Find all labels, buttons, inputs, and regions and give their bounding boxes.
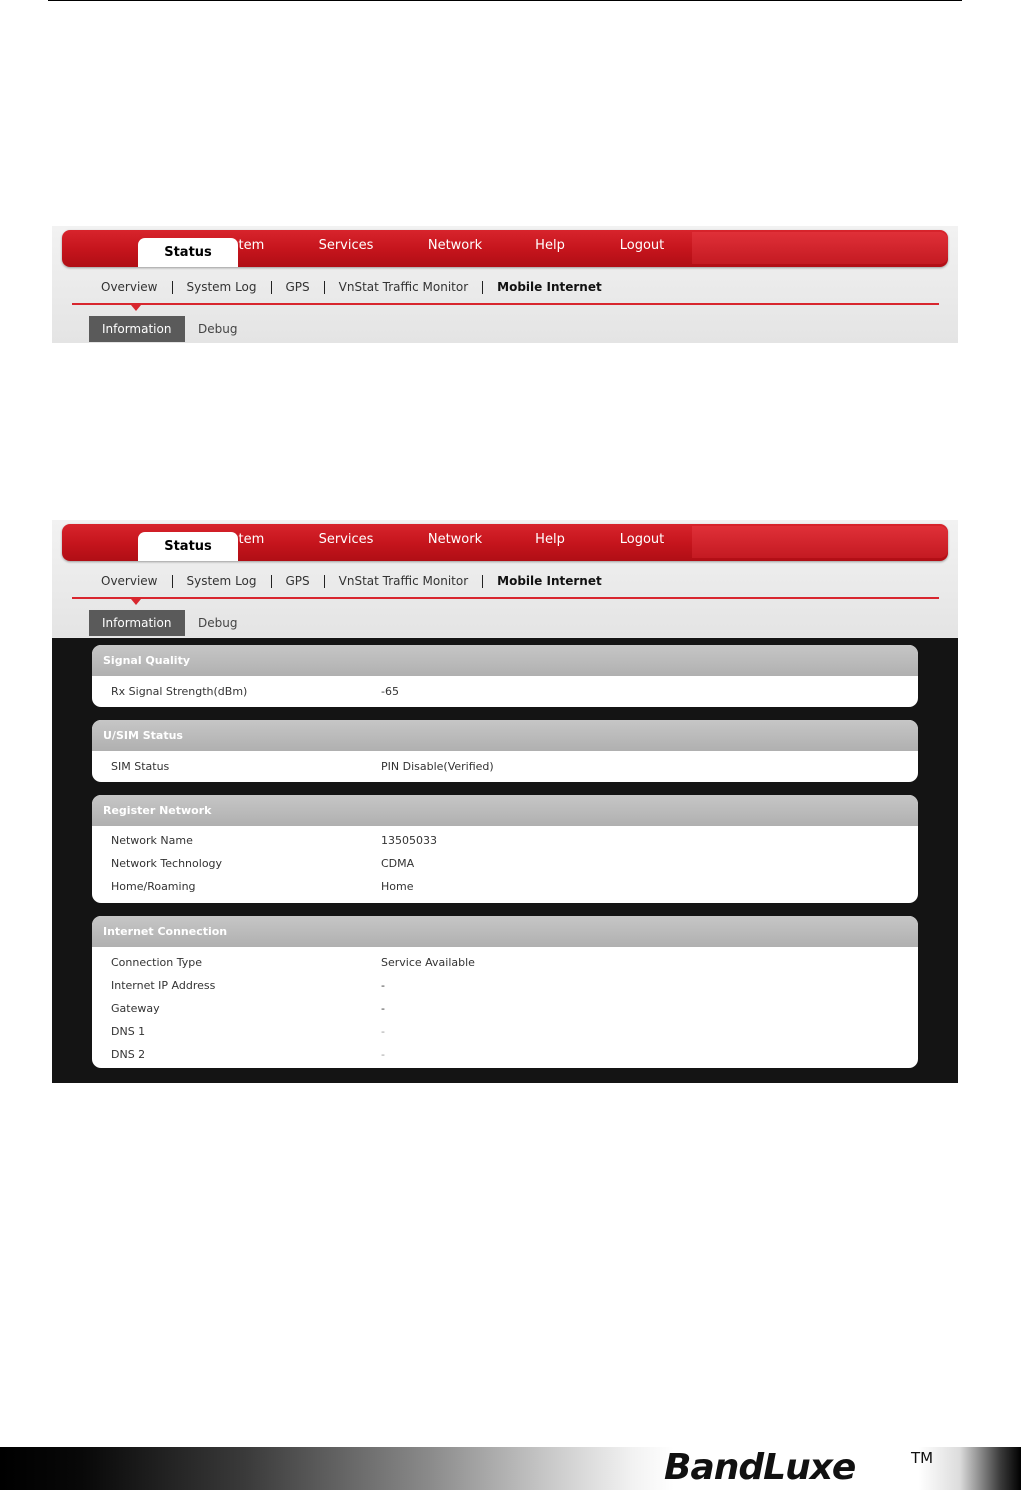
info-row (92, 852, 918, 875)
panel-signal-quality (92, 645, 918, 707)
main-tab-services[interactable]: Services (318, 238, 374, 253)
panel-register-network (92, 795, 918, 903)
info-value: CDMA (381, 857, 415, 870)
sub-tab-mobile-internet[interactable]: Mobile Internet (497, 574, 602, 588)
info-label: Network Technology (111, 857, 223, 870)
info-label: Connection Type (111, 956, 203, 969)
info-label: Home/Roaming (111, 880, 196, 893)
active-pointer-icon (131, 599, 141, 605)
info-row (92, 997, 918, 1020)
sub-tab-vnstat[interactable]: VnStat Traffic Monitor (338, 574, 469, 588)
info-label: SIM Status (111, 760, 170, 773)
sub-tab-system-log[interactable]: System Log (186, 574, 257, 588)
information-content (52, 638, 958, 1083)
sub-tab-overview[interactable]: Overview (101, 574, 158, 588)
screenshot-nav-only (52, 226, 958, 343)
info-row (92, 951, 918, 974)
sub-nav (88, 279, 616, 295)
info-label: DNS 2 (111, 1048, 146, 1061)
info-value: PIN Disable(Verified) (381, 760, 494, 773)
screenshot-information (52, 520, 958, 1083)
footer-gradient-bar (0, 1447, 1021, 1490)
main-tab-help[interactable]: Help (535, 532, 565, 547)
active-pointer-icon (131, 305, 141, 311)
main-tab-services[interactable]: Services (318, 532, 374, 547)
router-header (52, 520, 958, 637)
sub-tab-overview[interactable]: Overview (101, 280, 158, 294)
info-row (92, 1020, 918, 1043)
third-tab-debug[interactable]: Debug (198, 616, 238, 630)
info-row (92, 974, 918, 997)
sub-nav-underline (72, 597, 939, 599)
info-row (92, 829, 918, 852)
panel-internet-connection (92, 916, 918, 1068)
info-label: Gateway (111, 1002, 160, 1015)
page-top-rule (48, 0, 962, 1)
info-value: - (381, 1002, 385, 1015)
info-label: Network Name (111, 834, 193, 847)
panel-title: U/SIM Status (92, 720, 918, 751)
info-label: DNS 1 (111, 1025, 146, 1038)
sub-tab-system-log[interactable]: System Log (186, 280, 257, 294)
info-value: Home (381, 880, 414, 893)
info-value: - (381, 1025, 385, 1038)
main-nav-bar (62, 230, 948, 267)
sub-nav-underline (72, 303, 939, 305)
brand-logo: BandLuxe (664, 1447, 856, 1488)
info-label: Rx Signal Strength(dBm) (111, 685, 248, 698)
third-nav (89, 316, 250, 342)
info-value: -65 (381, 685, 399, 698)
info-row (92, 1043, 918, 1066)
sub-tab-gps[interactable]: GPS (285, 280, 310, 294)
main-tab-network[interactable]: Network (427, 532, 483, 547)
main-tab-help[interactable]: Help (535, 238, 565, 253)
third-tab-debug[interactable]: Debug (198, 322, 238, 336)
info-row (92, 680, 918, 703)
sub-tab-gps[interactable]: GPS (285, 574, 310, 588)
panel-title: Register Network (92, 795, 918, 826)
main-tab-status[interactable]: Status (138, 238, 238, 267)
info-row (92, 875, 918, 898)
main-nav-end-cap (692, 526, 948, 558)
third-tab-information[interactable]: Information (89, 610, 185, 636)
main-tab-system[interactable]: System (215, 532, 265, 547)
main-tab-status[interactable]: Status (138, 532, 238, 561)
info-value: - (381, 1048, 385, 1061)
trademark-mark: TM (911, 1449, 934, 1467)
third-tab-information[interactable]: Information (89, 316, 185, 342)
panel-usim-status (92, 720, 918, 782)
main-nav-bar (62, 524, 948, 561)
main-nav-end-cap (692, 232, 948, 264)
panel-title: Signal Quality (92, 645, 918, 676)
info-value: 13505033 (381, 834, 437, 847)
info-value: - (381, 979, 385, 992)
router-header (52, 226, 958, 343)
third-nav (89, 610, 250, 636)
main-tab-logout[interactable]: Logout (619, 238, 665, 253)
panel-title: Internet Connection (92, 916, 918, 947)
sub-tab-vnstat[interactable]: VnStat Traffic Monitor (338, 280, 469, 294)
main-tab-network[interactable]: Network (427, 238, 483, 253)
info-label: Internet IP Address (111, 979, 216, 992)
info-value: Service Available (381, 956, 475, 969)
main-tab-logout[interactable]: Logout (619, 532, 665, 547)
info-row (92, 755, 918, 778)
main-tab-system[interactable]: System (215, 238, 265, 253)
sub-tab-mobile-internet[interactable]: Mobile Internet (497, 280, 602, 294)
sub-nav (88, 573, 616, 589)
